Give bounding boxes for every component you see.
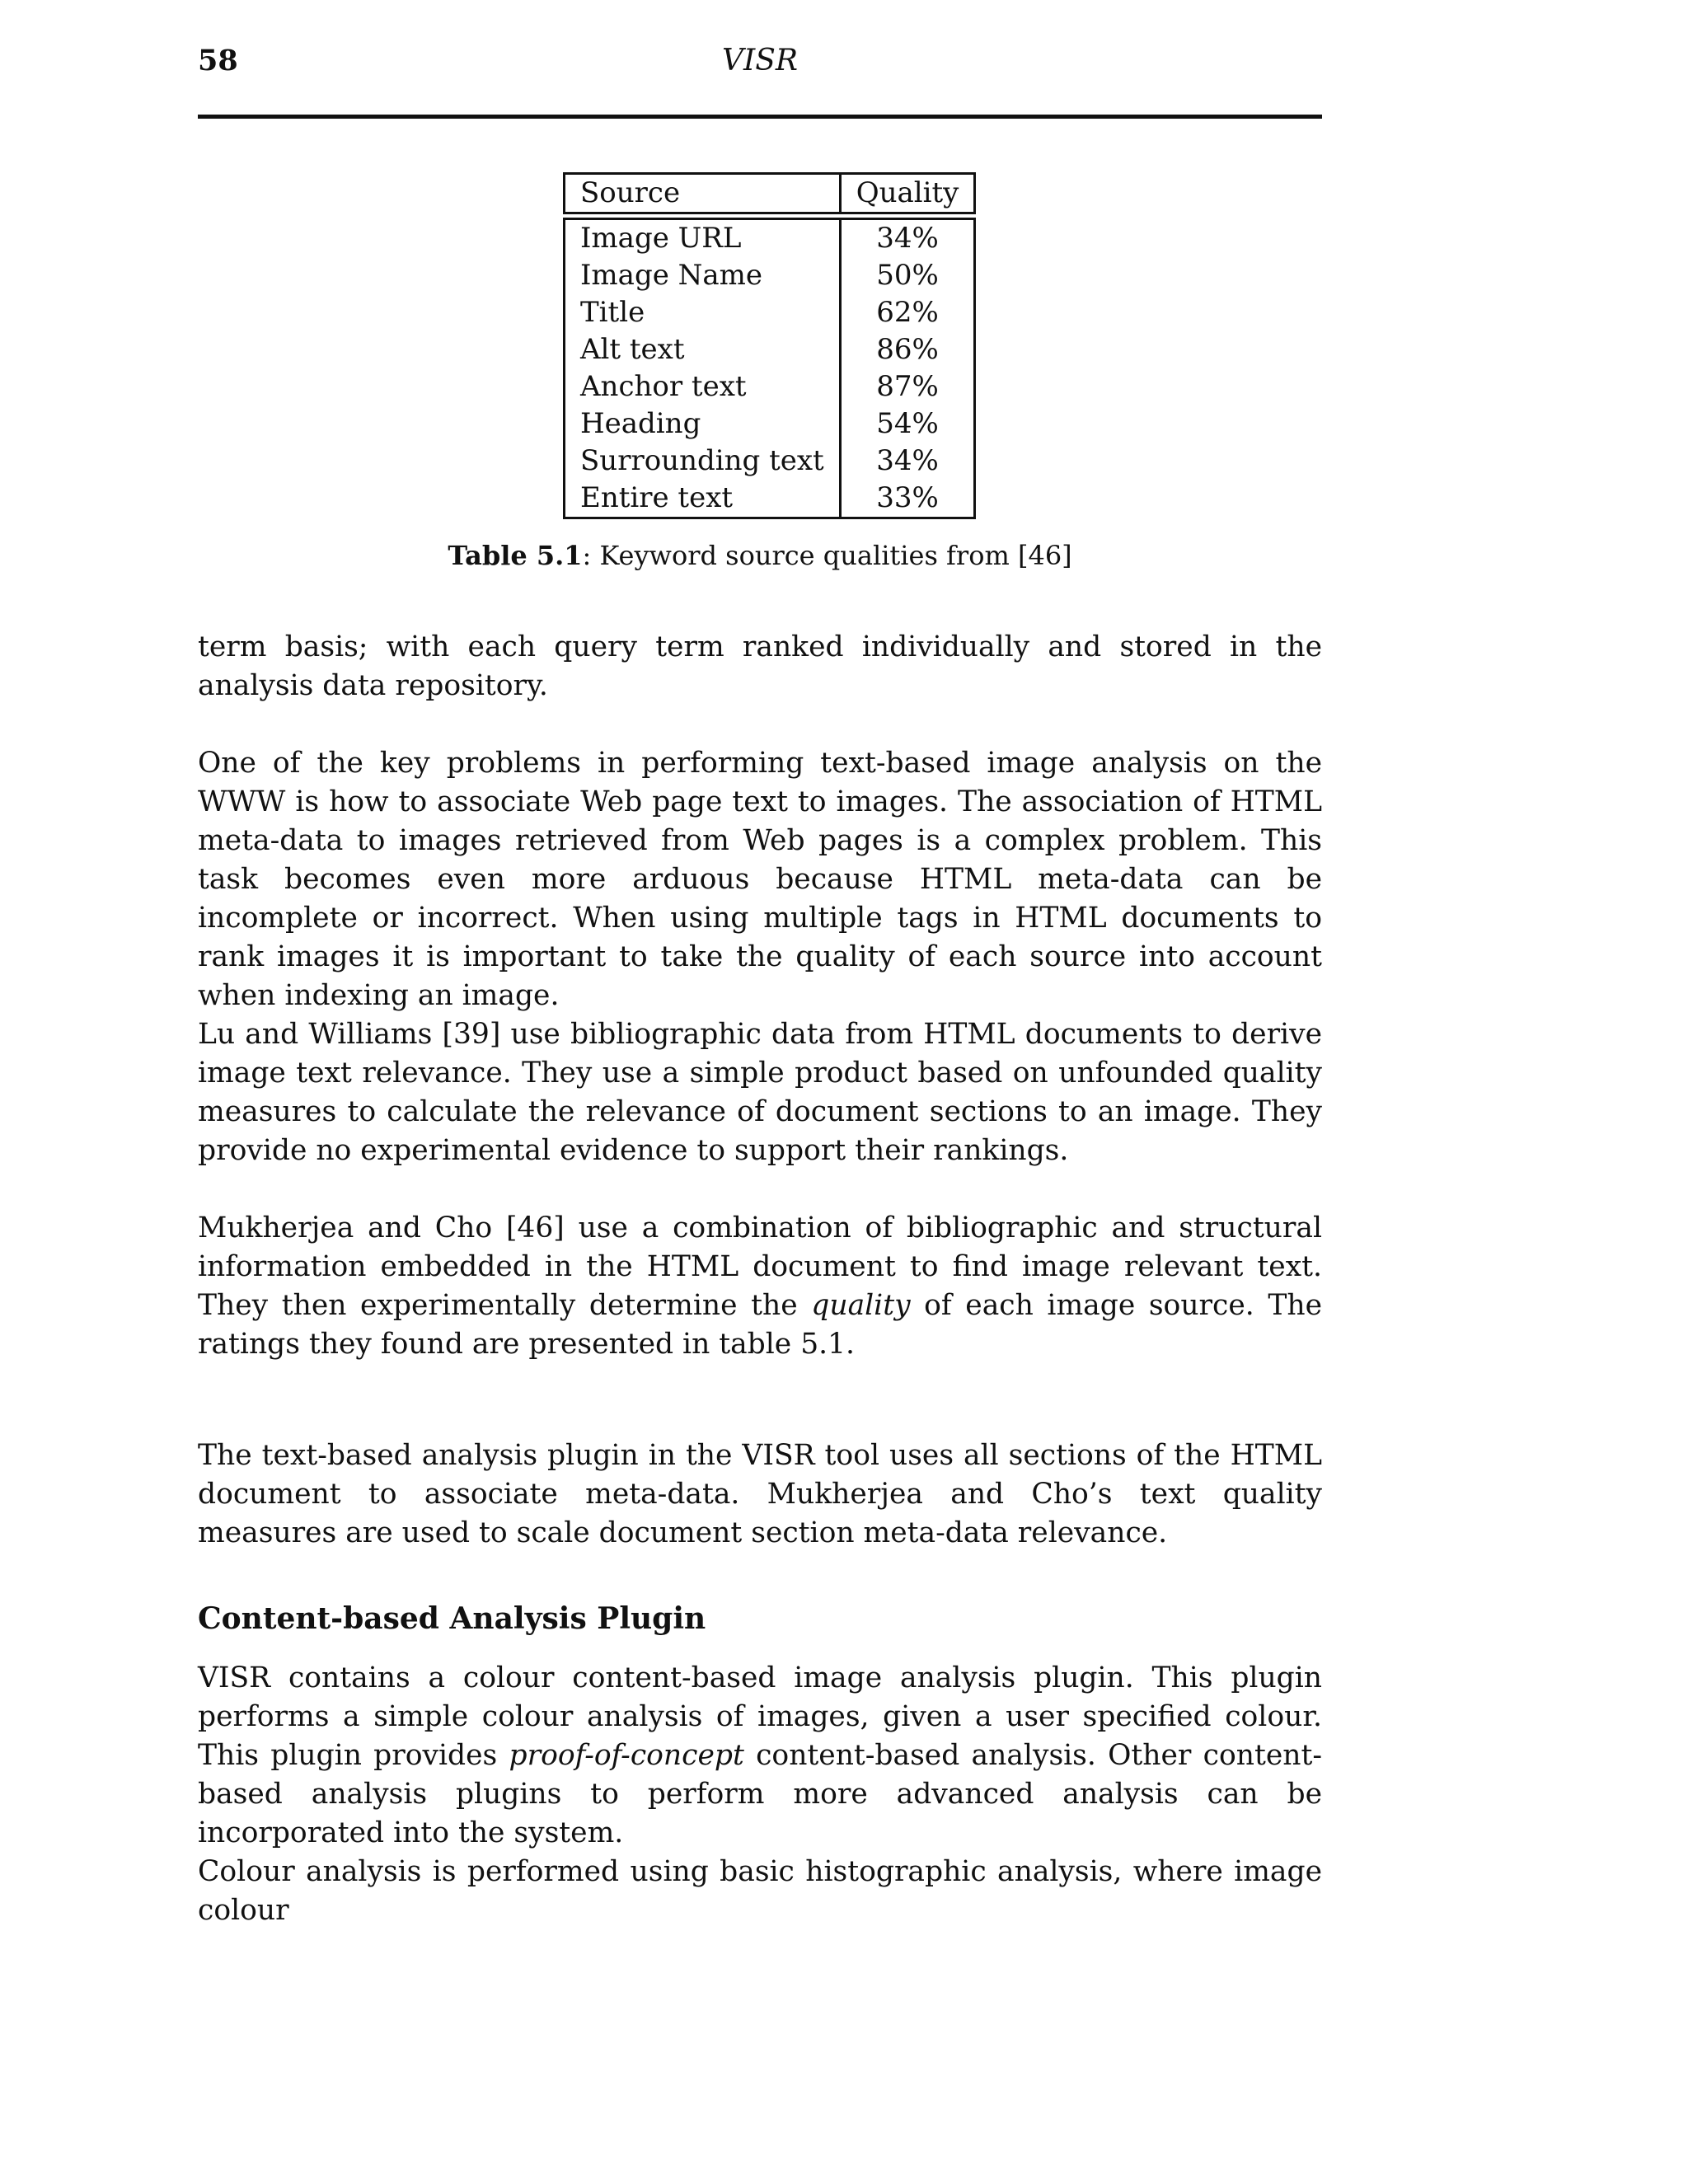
emphasis-quality: quality: [811, 1289, 911, 1322]
paragraph-lu-williams: Lu and Williams [39] use bibliographic data from HTML documents to derive image text relevance. They use a simple product based on unfounded quality measures to calculate the relevance of document sections to an image. They provide no experimental evidence to support their rankings.: [198, 1018, 1322, 1167]
page-number: 58: [198, 44, 238, 77]
quality-cell: 62%: [842, 294, 977, 331]
paragraph-content-plugin: [198, 1659, 1322, 1853]
table-row: [563, 443, 976, 480]
quality-cell: 33%: [842, 480, 977, 519]
table-caption-text: : Keyword source qualities from [46]: [582, 540, 1072, 571]
column-header-source: Source: [563, 172, 842, 214]
quality-cell: 34%: [842, 218, 977, 257]
keyword-quality-table: [563, 172, 959, 519]
paragraph-association-problem: One of the key problems in performing text-based image analysis on the WWW is how to associate Web page text to images. The association of HTML meta-data to images retrieved from Web pages is a complex problem. This task becomes even more arduous because HTML meta-data can be incomplete or incorrect. When using multiple tags in HTML documents to rank images it is important to take the quality of each source into account when indexing an image.: [198, 747, 1322, 1012]
paragraph-continuation: term basis; with each query term ranked individually and stored in the analysis data repository.: [198, 630, 1322, 702]
table-row: [563, 218, 976, 257]
quality-cell: 54%: [842, 405, 977, 443]
paragraph-text-plugin: The text-based analysis plugin in the VISR tool uses all sections of the HTML document to associate meta-data. Mukherjea and Cho’s text quality measures are used to scale document section meta-data relevance.: [198, 1439, 1322, 1549]
table: [563, 172, 976, 519]
paragraph-text: Mukherjea and Cho [46] use a combination of bibliographic and structural information embedded in the HTML document to find image relevant text. They then experimentally determine the: [198, 1212, 1322, 1322]
table-row: [563, 294, 976, 331]
source-cell: Anchor text: [563, 368, 842, 405]
table-row: [563, 405, 976, 443]
source-cell: Surrounding text: [563, 443, 842, 480]
paragraph-text: VISR contains a colour content-based image analysis plugin. This plugin performs a simple colour analysis of images, given a user specified colour. This plugin provides: [198, 1661, 1322, 1772]
column-header-quality: Quality: [842, 172, 977, 214]
table-header-row: [563, 172, 976, 214]
section-heading: Content-based Analysis Plugin: [198, 1601, 706, 1636]
source-cell: Alt text: [563, 331, 842, 368]
quality-cell: 50%: [842, 257, 977, 294]
table-row: [563, 480, 976, 519]
emphasis-proof-of-concept: proof-of-concept: [509, 1739, 744, 1772]
paragraph-text: content-based analysis. Other content-based analysis plugins to perform more advanced analysis can be incorporated into the system.: [198, 1739, 1322, 1849]
source-cell: Entire text: [563, 480, 842, 519]
source-cell: Image Name: [563, 257, 842, 294]
table-row: [563, 257, 976, 294]
running-title: VISR: [722, 44, 798, 77]
paragraph-text: of each image source. The ratings they found are presented in table 5.1.: [198, 1289, 1322, 1361]
table-caption-label: Table 5.1: [448, 540, 583, 571]
source-cell: Heading: [563, 405, 842, 443]
paragraph-colour-analysis: Colour analysis is performed using basic histographic analysis, where image colour: [198, 1855, 1322, 1927]
header-rule: [198, 115, 1322, 119]
paragraph-mukherjea-cho: [198, 1209, 1322, 1364]
table-row: [563, 368, 976, 405]
quality-cell: 87%: [842, 368, 977, 405]
source-cell: Title: [563, 294, 842, 331]
quality-cell: 34%: [842, 443, 977, 480]
source-cell: Image URL: [563, 218, 842, 257]
table-caption: [198, 537, 1322, 574]
quality-cell: 86%: [842, 331, 977, 368]
table-row: [563, 331, 976, 368]
